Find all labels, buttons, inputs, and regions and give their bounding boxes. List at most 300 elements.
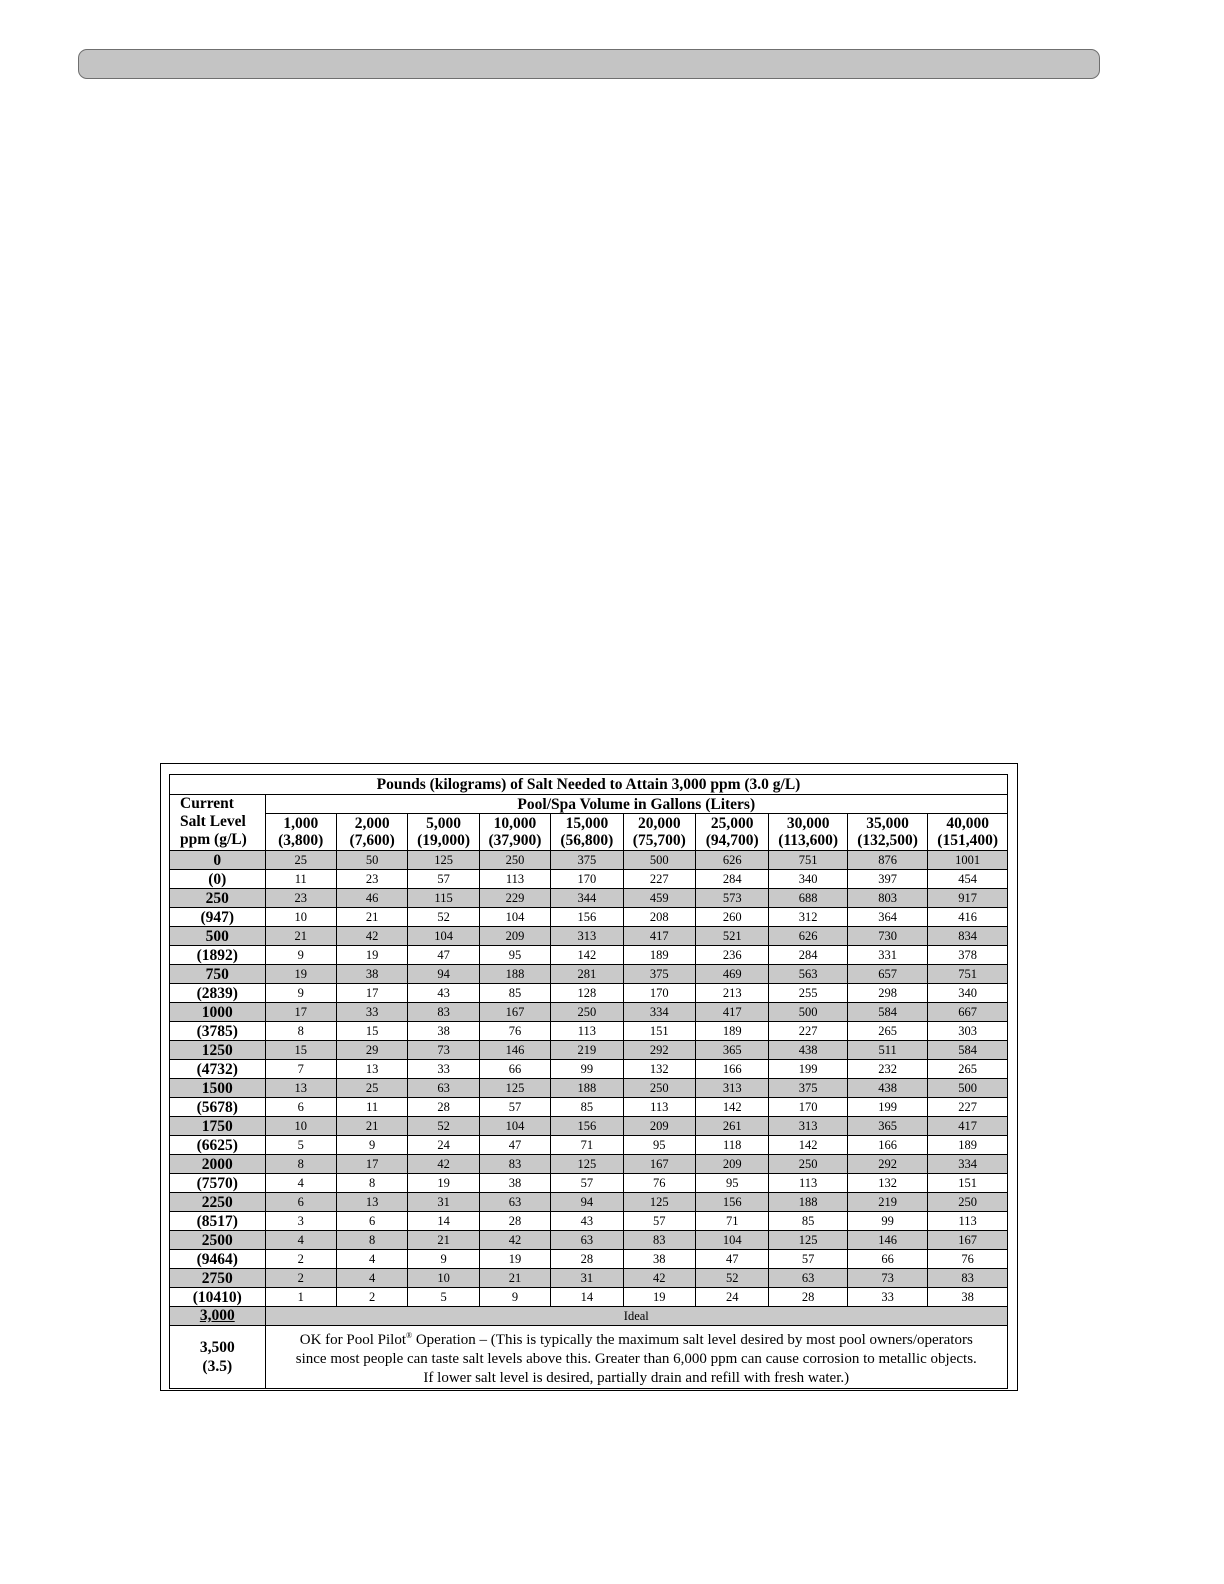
salt-amount-cell: 2 (336, 1288, 407, 1307)
salt-amount-cell: 23 (336, 870, 407, 889)
salt-amount-cell: 219 (551, 1041, 623, 1060)
salt-amount-cell: 57 (769, 1250, 847, 1269)
salt-amount-cell: 416 (928, 908, 1008, 927)
salt-amount-cell: 125 (551, 1155, 623, 1174)
salt-amount-cell: 340 (769, 870, 847, 889)
salt-amount-cell: 208 (623, 908, 695, 927)
salt-amount-cell: 31 (408, 1193, 479, 1212)
salt-amount-cell: 38 (928, 1288, 1008, 1307)
salt-amount-cell: 312 (769, 908, 847, 927)
volume-gallons: 35,000 (866, 815, 909, 832)
salt-amount-cell: 95 (623, 1136, 695, 1155)
note-text-line-3: If lower salt level is desired, partially drain and refill with fresh water.) (423, 1370, 850, 1386)
salt-amount-cell: 250 (479, 851, 550, 870)
volume-gallons: 20,000 (637, 815, 681, 832)
volume-liters: (151,400) (937, 832, 998, 849)
salt-level-cell: (2839) (170, 984, 266, 1003)
salt-amount-cell: 3 (265, 1212, 336, 1231)
salt-amount-cell: 166 (847, 1136, 927, 1155)
salt-amount-cell: 118 (695, 1136, 768, 1155)
row-header-line: Salt Level (180, 813, 246, 830)
salt-amount-cell: 85 (769, 1212, 847, 1231)
salt-level-cell: (947) (170, 908, 266, 927)
salt-level-cell: (0) (170, 870, 266, 889)
salt-amount-cell: 189 (623, 946, 695, 965)
salt-amount-cell: 13 (265, 1079, 336, 1098)
salt-amount-cell: 99 (551, 1060, 623, 1079)
salt-amount-cell: 730 (847, 927, 927, 946)
salt-amount-cell: 189 (928, 1136, 1008, 1155)
salt-amount-cell: 188 (551, 1079, 623, 1098)
salt-amount-cell: 454 (928, 870, 1008, 889)
salt-level-cell: 1250 (170, 1041, 266, 1060)
salt-amount-cell: 209 (479, 927, 550, 946)
note-text-line-1: Operation – (This is typically the maximum salt level desired by most pool owners/operators (412, 1332, 973, 1348)
salt-amount-cell: 511 (847, 1041, 927, 1060)
table-row (170, 946, 1008, 965)
salt-amount-cell: 1 (265, 1288, 336, 1307)
salt-amount-cell: 52 (408, 1117, 479, 1136)
salt-amount-cell: 104 (479, 908, 550, 927)
salt-amount-cell: 83 (928, 1269, 1008, 1288)
note-level-gl: (3.5) (202, 1358, 233, 1375)
ideal-row (170, 1307, 1008, 1326)
salt-amount-cell: 417 (623, 927, 695, 946)
salt-amount-cell: 227 (623, 870, 695, 889)
salt-amount-cell: 255 (769, 984, 847, 1003)
salt-amount-cell: 63 (408, 1079, 479, 1098)
note-level-ppm: 3,500 (199, 1339, 235, 1356)
salt-amount-cell: 917 (928, 889, 1008, 908)
salt-amount-cell: 71 (551, 1136, 623, 1155)
salt-amount-cell: 331 (847, 946, 927, 965)
note-level-cell (170, 1326, 266, 1389)
salt-amount-cell: 227 (928, 1098, 1008, 1117)
salt-amount-cell: 63 (479, 1193, 550, 1212)
salt-amount-cell: 626 (769, 927, 847, 946)
volume-gallons: 1,000 (283, 815, 319, 832)
salt-amount-cell: 500 (928, 1079, 1008, 1098)
salt-level-cell: 1750 (170, 1117, 266, 1136)
salt-amount-cell: 23 (265, 889, 336, 908)
salt-amount-cell: 113 (551, 1022, 623, 1041)
salt-amount-cell: 42 (336, 927, 407, 946)
table-row (170, 927, 1008, 946)
salt-amount-cell: 66 (479, 1060, 550, 1079)
salt-amount-cell: 11 (265, 870, 336, 889)
salt-amount-cell: 4 (265, 1174, 336, 1193)
salt-amount-cell: 17 (336, 984, 407, 1003)
salt-amount-cell: 21 (336, 908, 407, 927)
salt-amount-cell: 71 (695, 1212, 768, 1231)
salt-amount-cell: 438 (769, 1041, 847, 1060)
salt-amount-cell: 265 (847, 1022, 927, 1041)
salt-amount-cell: 6 (265, 1098, 336, 1117)
salt-amount-cell: 8 (265, 1022, 336, 1041)
salt-amount-cell: 156 (551, 908, 623, 927)
salt-amount-cell: 83 (623, 1231, 695, 1250)
table-row (170, 889, 1008, 908)
salt-amount-cell: 28 (479, 1212, 550, 1231)
registered-mark: ® (406, 1331, 413, 1340)
volume-gallons: 40,000 (946, 815, 989, 832)
note-row (170, 1326, 1008, 1389)
salt-amount-cell: 5 (265, 1136, 336, 1155)
salt-amount-cell: 43 (408, 984, 479, 1003)
salt-amount-cell: 17 (265, 1003, 336, 1022)
salt-amount-cell: 15 (265, 1041, 336, 1060)
salt-amount-cell: 751 (928, 965, 1008, 984)
salt-amount-cell: 417 (928, 1117, 1008, 1136)
volume-header-row (170, 814, 1008, 851)
salt-level-cell: (5678) (170, 1098, 266, 1117)
salt-amount-cell: 115 (408, 889, 479, 908)
salt-amount-cell: 188 (769, 1193, 847, 1212)
volume-header-cell (769, 814, 847, 851)
salt-amount-cell: 85 (551, 1098, 623, 1117)
salt-level-cell: (9464) (170, 1250, 266, 1269)
salt-amount-cell: 33 (336, 1003, 407, 1022)
salt-amount-cell: 284 (769, 946, 847, 965)
table-row (170, 1098, 1008, 1117)
salt-amount-cell: 8 (265, 1155, 336, 1174)
salt-amount-cell: 142 (551, 946, 623, 965)
salt-amount-cell: 11 (336, 1098, 407, 1117)
salt-amount-cell: 19 (265, 965, 336, 984)
volume-liters: (37,900) (488, 832, 542, 849)
salt-amount-cell: 250 (623, 1079, 695, 1098)
salt-amount-cell: 9 (479, 1288, 550, 1307)
row-header-label (170, 795, 266, 851)
salt-level-cell: 2500 (170, 1231, 266, 1250)
salt-amount-cell: 298 (847, 984, 927, 1003)
salt-amount-cell: 9 (408, 1250, 479, 1269)
salt-amount-cell: 156 (551, 1117, 623, 1136)
salt-amount-cell: 46 (336, 889, 407, 908)
salt-amount-cell: 29 (336, 1041, 407, 1060)
volume-header-cell (928, 814, 1008, 851)
volume-header-cell (695, 814, 768, 851)
salt-amount-cell: 166 (695, 1060, 768, 1079)
salt-amount-cell: 751 (769, 851, 847, 870)
salt-table (169, 774, 1008, 1389)
table-row (170, 984, 1008, 1003)
salt-amount-cell: 146 (479, 1041, 550, 1060)
salt-amount-cell: 8 (336, 1174, 407, 1193)
salt-amount-cell: 95 (695, 1174, 768, 1193)
note-text-line-2: since most people can taste salt levels above this. Greater than 6,000 ppm can cause corrosion to metallic objects. (295, 1351, 977, 1367)
salt-amount-cell: 38 (336, 965, 407, 984)
table-row (170, 1136, 1008, 1155)
salt-amount-cell: 303 (928, 1022, 1008, 1041)
volume-gallons: 15,000 (565, 815, 609, 832)
salt-amount-cell: 113 (769, 1174, 847, 1193)
ideal-level-cell: 3,000 (170, 1307, 266, 1326)
salt-amount-cell: 132 (847, 1174, 927, 1193)
salt-amount-cell: 344 (551, 889, 623, 908)
salt-amount-cell: 42 (408, 1155, 479, 1174)
salt-amount-cell: 292 (623, 1041, 695, 1060)
salt-amount-cell: 170 (623, 984, 695, 1003)
volume-title: Pool/Spa Volume in Gallons (Liters) (265, 795, 1007, 814)
salt-amount-cell: 292 (847, 1155, 927, 1174)
salt-amount-cell: 113 (623, 1098, 695, 1117)
table-row (170, 908, 1008, 927)
volume-gallons: 2,000 (354, 815, 390, 832)
salt-amount-cell: 17 (336, 1155, 407, 1174)
salt-amount-cell: 13 (336, 1060, 407, 1079)
salt-amount-cell: 24 (408, 1136, 479, 1155)
salt-amount-cell: 151 (623, 1022, 695, 1041)
table-row (170, 1060, 1008, 1079)
volume-gallons: 5,000 (426, 815, 461, 832)
salt-level-cell: (10410) (170, 1288, 266, 1307)
salt-amount-cell: 209 (695, 1155, 768, 1174)
salt-amount-cell: 104 (408, 927, 479, 946)
salt-amount-cell: 1001 (928, 851, 1008, 870)
salt-amount-cell: 500 (769, 1003, 847, 1022)
salt-amount-cell: 364 (847, 908, 927, 927)
salt-amount-cell: 365 (847, 1117, 927, 1136)
salt-level-cell: (8517) (170, 1212, 266, 1231)
salt-amount-cell: 340 (928, 984, 1008, 1003)
row-header-line: ppm (g/L) (180, 831, 247, 848)
table-row (170, 1174, 1008, 1193)
salt-amount-cell: 250 (769, 1155, 847, 1174)
salt-amount-cell: 334 (928, 1155, 1008, 1174)
salt-amount-cell: 417 (695, 1003, 768, 1022)
salt-amount-cell: 146 (847, 1231, 927, 1250)
salt-amount-cell: 167 (928, 1231, 1008, 1250)
note-text (265, 1326, 1007, 1389)
salt-amount-cell: 199 (769, 1060, 847, 1079)
salt-level-cell: (1892) (170, 946, 266, 965)
salt-amount-cell: 85 (479, 984, 550, 1003)
salt-amount-cell: 76 (623, 1174, 695, 1193)
salt-amount-cell: 38 (408, 1022, 479, 1041)
volume-liters: (19,000) (417, 832, 471, 849)
table-row (170, 1041, 1008, 1060)
salt-amount-cell: 9 (265, 984, 336, 1003)
salt-amount-cell: 584 (928, 1041, 1008, 1060)
salt-amount-cell: 213 (695, 984, 768, 1003)
volume-header-cell (336, 814, 407, 851)
salt-amount-cell: 378 (928, 946, 1008, 965)
salt-amount-cell: 42 (479, 1231, 550, 1250)
salt-level-cell: 250 (170, 889, 266, 908)
salt-level-cell: 1500 (170, 1079, 266, 1098)
salt-amount-cell: 57 (623, 1212, 695, 1231)
salt-amount-cell: 563 (769, 965, 847, 984)
note-text-start: OK for Pool Pilot (299, 1332, 406, 1348)
salt-amount-cell: 38 (623, 1250, 695, 1269)
salt-amount-cell: 5 (408, 1288, 479, 1307)
salt-amount-cell: 250 (551, 1003, 623, 1022)
salt-amount-cell: 260 (695, 908, 768, 927)
salt-amount-cell: 94 (408, 965, 479, 984)
salt-amount-cell: 438 (847, 1079, 927, 1098)
salt-amount-cell: 24 (695, 1288, 768, 1307)
salt-amount-cell: 188 (479, 965, 550, 984)
salt-amount-cell: 459 (623, 889, 695, 908)
salt-amount-cell: 21 (408, 1231, 479, 1250)
volume-liters: (94,700) (705, 832, 759, 849)
salt-amount-cell: 19 (479, 1250, 550, 1269)
table-row (170, 1003, 1008, 1022)
salt-amount-cell: 42 (623, 1269, 695, 1288)
salt-amount-cell: 219 (847, 1193, 927, 1212)
salt-amount-cell: 9 (265, 946, 336, 965)
volume-header-cell (479, 814, 550, 851)
volume-gallons: 25,000 (710, 815, 754, 832)
table-row (170, 1155, 1008, 1174)
salt-amount-cell: 125 (479, 1079, 550, 1098)
salt-amount-cell: 83 (479, 1155, 550, 1174)
salt-level-cell: 500 (170, 927, 266, 946)
table-title: Pounds (kilograms) of Salt Needed to Attain 3,000 ppm (3.0 g/L) (170, 775, 1008, 795)
salt-amount-cell: 73 (847, 1269, 927, 1288)
salt-amount-cell: 2 (265, 1269, 336, 1288)
salt-amount-cell: 28 (551, 1250, 623, 1269)
salt-amount-cell: 43 (551, 1212, 623, 1231)
salt-amount-cell: 167 (479, 1003, 550, 1022)
volume-gallons: 10,000 (493, 815, 537, 832)
salt-amount-cell: 7 (265, 1060, 336, 1079)
salt-amount-cell: 52 (695, 1269, 768, 1288)
volume-header-cell (408, 814, 479, 851)
salt-level-cell: (6625) (170, 1136, 266, 1155)
salt-level-cell: (3785) (170, 1022, 266, 1041)
salt-amount-cell: 657 (847, 965, 927, 984)
table-row (170, 965, 1008, 984)
salt-amount-cell: 156 (695, 1193, 768, 1212)
salt-amount-cell: 626 (695, 851, 768, 870)
salt-amount-cell: 803 (847, 889, 927, 908)
salt-amount-cell: 132 (623, 1060, 695, 1079)
salt-amount-cell: 99 (847, 1212, 927, 1231)
salt-amount-cell: 6 (336, 1212, 407, 1231)
salt-amount-cell: 94 (551, 1193, 623, 1212)
salt-amount-cell: 76 (479, 1022, 550, 1041)
volume-liters: (113,600) (778, 832, 839, 849)
salt-amount-cell: 170 (551, 870, 623, 889)
table-row (170, 1079, 1008, 1098)
salt-amount-cell: 63 (769, 1269, 847, 1288)
salt-amount-cell: 667 (928, 1003, 1008, 1022)
salt-amount-cell: 284 (695, 870, 768, 889)
salt-amount-cell: 313 (551, 927, 623, 946)
salt-amount-cell: 6 (265, 1193, 336, 1212)
ideal-label: Ideal (265, 1307, 1007, 1326)
salt-amount-cell: 10 (265, 1117, 336, 1136)
salt-amount-cell: 128 (551, 984, 623, 1003)
salt-level-cell: 1000 (170, 1003, 266, 1022)
salt-amount-cell: 73 (408, 1041, 479, 1060)
salt-amount-cell: 573 (695, 889, 768, 908)
salt-level-cell: 750 (170, 965, 266, 984)
salt-amount-cell: 4 (336, 1269, 407, 1288)
volume-header-cell (551, 814, 623, 851)
salt-level-cell: (4732) (170, 1060, 266, 1079)
salt-amount-cell: 15 (336, 1022, 407, 1041)
salt-amount-cell: 66 (847, 1250, 927, 1269)
salt-amount-cell: 25 (336, 1079, 407, 1098)
salt-amount-cell: 57 (408, 870, 479, 889)
salt-amount-cell: 10 (265, 908, 336, 927)
salt-amount-cell: 19 (336, 946, 407, 965)
salt-amount-cell: 334 (623, 1003, 695, 1022)
salt-amount-cell: 104 (695, 1231, 768, 1250)
salt-amount-cell: 21 (265, 927, 336, 946)
salt-amount-cell: 209 (623, 1117, 695, 1136)
salt-amount-cell: 38 (479, 1174, 550, 1193)
salt-amount-cell: 10 (408, 1269, 479, 1288)
salt-amount-cell: 232 (847, 1060, 927, 1079)
salt-amount-cell: 167 (623, 1155, 695, 1174)
salt-amount-cell: 189 (695, 1022, 768, 1041)
table-row (170, 1231, 1008, 1250)
salt-amount-cell: 199 (847, 1098, 927, 1117)
salt-table-frame (160, 763, 1018, 1391)
table-row (170, 870, 1008, 889)
table-row (170, 851, 1008, 870)
salt-level-cell: (7570) (170, 1174, 266, 1193)
salt-amount-cell: 151 (928, 1174, 1008, 1193)
salt-amount-cell: 469 (695, 965, 768, 984)
salt-amount-cell: 250 (928, 1193, 1008, 1212)
salt-amount-cell: 229 (479, 889, 550, 908)
salt-amount-cell: 170 (769, 1098, 847, 1117)
salt-amount-cell: 521 (695, 927, 768, 946)
row-header-line: Current (180, 795, 234, 812)
salt-amount-cell: 4 (336, 1250, 407, 1269)
salt-amount-cell: 63 (551, 1231, 623, 1250)
table-row (170, 1250, 1008, 1269)
salt-amount-cell: 33 (408, 1060, 479, 1079)
salt-amount-cell: 28 (408, 1098, 479, 1117)
salt-amount-cell: 47 (695, 1250, 768, 1269)
volume-header-cell (847, 814, 927, 851)
salt-level-cell: 2750 (170, 1269, 266, 1288)
salt-amount-cell: 500 (623, 851, 695, 870)
salt-amount-cell: 25 (265, 851, 336, 870)
salt-amount-cell: 57 (551, 1174, 623, 1193)
salt-amount-cell: 104 (479, 1117, 550, 1136)
salt-amount-cell: 584 (847, 1003, 927, 1022)
salt-amount-cell: 33 (847, 1288, 927, 1307)
salt-amount-cell: 125 (623, 1193, 695, 1212)
volume-liters: (56,800) (560, 832, 614, 849)
salt-amount-cell: 876 (847, 851, 927, 870)
salt-amount-cell: 113 (479, 870, 550, 889)
salt-amount-cell: 2 (265, 1250, 336, 1269)
salt-amount-cell: 95 (479, 946, 550, 965)
salt-amount-cell: 113 (928, 1212, 1008, 1231)
volume-liters: (132,500) (857, 832, 918, 849)
salt-amount-cell: 50 (336, 851, 407, 870)
salt-amount-cell: 9 (336, 1136, 407, 1155)
salt-amount-cell: 261 (695, 1117, 768, 1136)
salt-amount-cell: 13 (336, 1193, 407, 1212)
salt-amount-cell: 397 (847, 870, 927, 889)
salt-amount-cell: 21 (479, 1269, 550, 1288)
table-row (170, 1117, 1008, 1136)
salt-amount-cell: 4 (265, 1231, 336, 1250)
salt-amount-cell: 313 (695, 1079, 768, 1098)
salt-amount-cell: 365 (695, 1041, 768, 1060)
salt-amount-cell: 125 (769, 1231, 847, 1250)
salt-amount-cell: 19 (623, 1288, 695, 1307)
